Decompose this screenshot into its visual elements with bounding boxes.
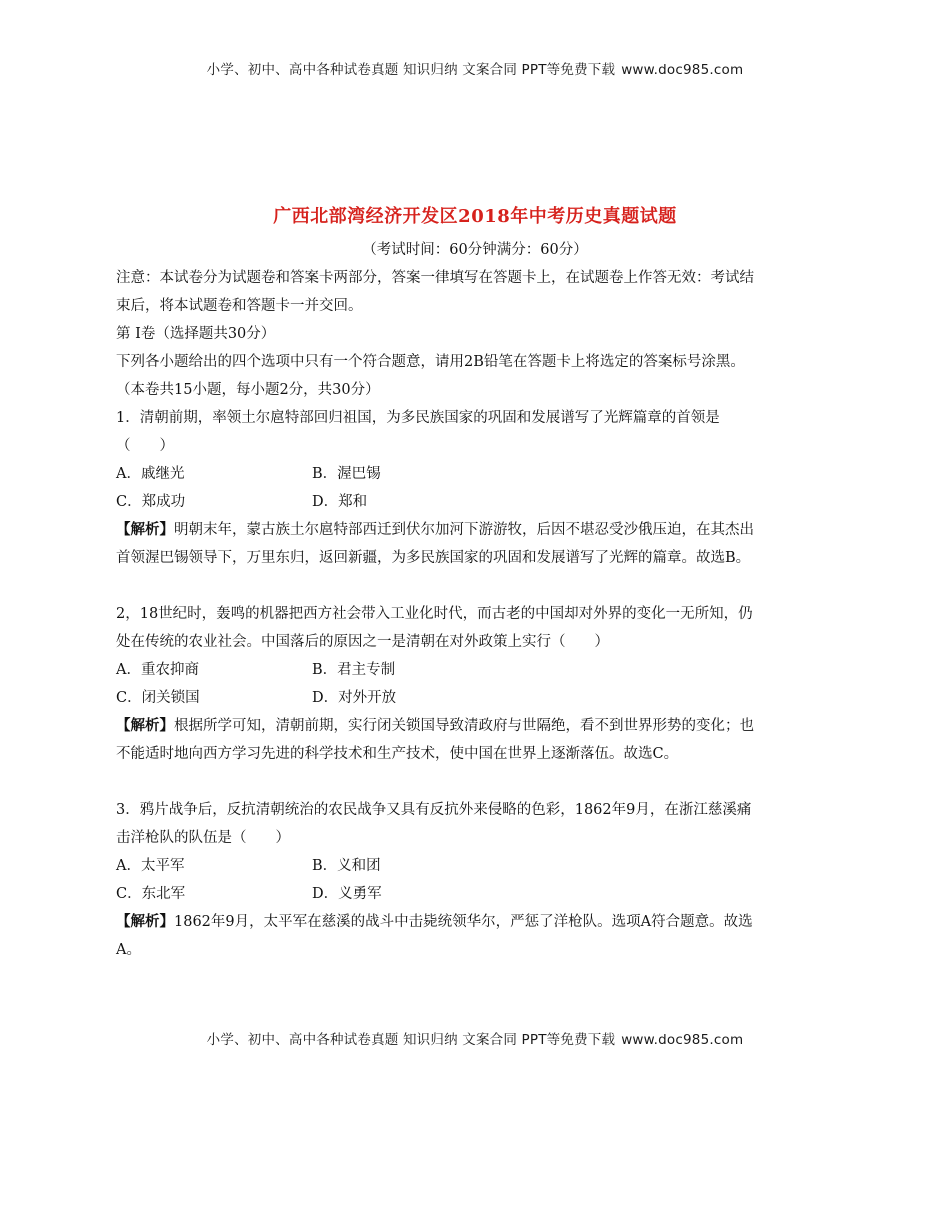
- option-c: C．东北军: [116, 886, 186, 902]
- header-site-link[interactable]: www.doc985.com: [621, 62, 744, 78]
- options-row: [116, 460, 832, 488]
- explanation-line: [116, 908, 832, 936]
- option-d: D．对外开放: [312, 690, 397, 706]
- page-footer: [0, 1028, 950, 1048]
- option-a: A．太平军: [116, 858, 185, 874]
- explanation-tag: 【解析】: [116, 913, 174, 930]
- question-stem: 1．清朝前期，率领土尔扈特部回归祖国，为多民族国家的巩固和发展谱写了光辉篇章的首领是: [116, 410, 720, 426]
- options-row: [116, 656, 832, 684]
- exam-subtitle: （考试时间：60分钟满分：60分）: [362, 242, 588, 258]
- explanation-text: 1862年9月，太平军在慈溪的战斗中击毙统领华尔，严惩了洋枪队。选项A符合题意。故选: [174, 914, 753, 930]
- options-row: [116, 684, 832, 712]
- question-stem: 处在传统的农业社会。中国落后的原因之一是清朝在对外政策上实行（ ）: [116, 634, 609, 650]
- explanation-line: 不能适时地向西方学习先进的科学技术和生产技术，使中国在世界上逐渐落伍。故选C。: [116, 746, 679, 762]
- exam-title: 广西北部湾经济开发区2018年中考历史真题试题: [273, 206, 677, 227]
- explanation-tag: 【解析】: [116, 521, 174, 538]
- spacer: [116, 768, 832, 796]
- option-b: B．义和团: [312, 858, 381, 874]
- explanation-tag: 【解析】: [116, 717, 174, 734]
- exam-content: [116, 264, 832, 964]
- explanation-line: 首领渥巴锡领导下，万里东归，返回新疆，为多民族国家的巩固和发展谱写了光辉的篇章。故选B。: [116, 550, 751, 566]
- explanation-line: A。: [116, 942, 141, 958]
- notice-line-1: 注意：本试卷分为试题卷和答案卡两部分，答案一律填写在答题卡上，在试题卷上作答无效：考试结: [116, 270, 754, 286]
- explanation-text: 明朝末年，蒙古族土尔扈特部西迁到伏尔加河下游游牧，后因不堪忍受沙俄压迫，在其杰出: [174, 522, 754, 538]
- option-b: B．渥巴锡: [312, 466, 381, 482]
- section-note: （本卷共15小题，每小题2分，共30分）: [116, 382, 380, 398]
- question-stem: 3．鸦片战争后，反抗清朝统治的农民战争又具有反抗外来侵略的色彩，1862年9月，在浙江慈溪痛: [116, 802, 752, 818]
- option-c: C．闭关锁国: [116, 690, 200, 706]
- page-header: [0, 58, 950, 78]
- footer-text: 小学、初中、高中各种试卷真题 知识归纳 文案合同 PPT等免费下载: [206, 1032, 616, 1048]
- options-row: [116, 880, 832, 908]
- footer-site-link[interactable]: www.doc985.com: [621, 1032, 744, 1048]
- option-a: A．重农抑商: [116, 662, 199, 678]
- question-2: [116, 600, 832, 768]
- explanation-line: [116, 712, 832, 740]
- option-c: C．郑成功: [116, 494, 186, 510]
- notice-line-2: 束后，将本试题卷和答题卡一并交回。: [116, 298, 363, 314]
- options-row: [116, 852, 832, 880]
- spacer: [116, 572, 832, 600]
- question-stem: （ ）: [116, 438, 174, 454]
- option-d: D．郑和: [312, 494, 368, 510]
- question-3: [116, 796, 832, 964]
- option-b: B．君主专制: [312, 662, 396, 678]
- question-stem: 2，18世纪时，轰鸣的机器把西方社会带入工业化时代，而古老的中国却对外界的变化一无所知，仍: [116, 606, 753, 622]
- question-1: [116, 404, 832, 572]
- header-text: 小学、初中、高中各种试卷真题 知识归纳 文案合同 PPT等免费下载: [206, 62, 616, 78]
- option-a: A．戚继光: [116, 466, 185, 482]
- section-heading: 第 Ⅰ卷（选择题共30分）: [116, 326, 276, 342]
- option-d: D．义勇军: [312, 886, 382, 902]
- question-stem: 击洋枪队的队伍是（ ）: [116, 830, 290, 846]
- explanation-text: 根据所学可知，清朝前期，实行闭关锁国导致清政府与世隔绝，看不到世界形势的变化；也: [174, 718, 754, 734]
- options-row: [116, 488, 832, 516]
- section-instruction: 下列各小题给出的四个选项中只有一个符合题意，请用2B铅笔在答题卡上将选定的答案标号涂黑。: [116, 354, 745, 370]
- explanation-line: [116, 516, 832, 544]
